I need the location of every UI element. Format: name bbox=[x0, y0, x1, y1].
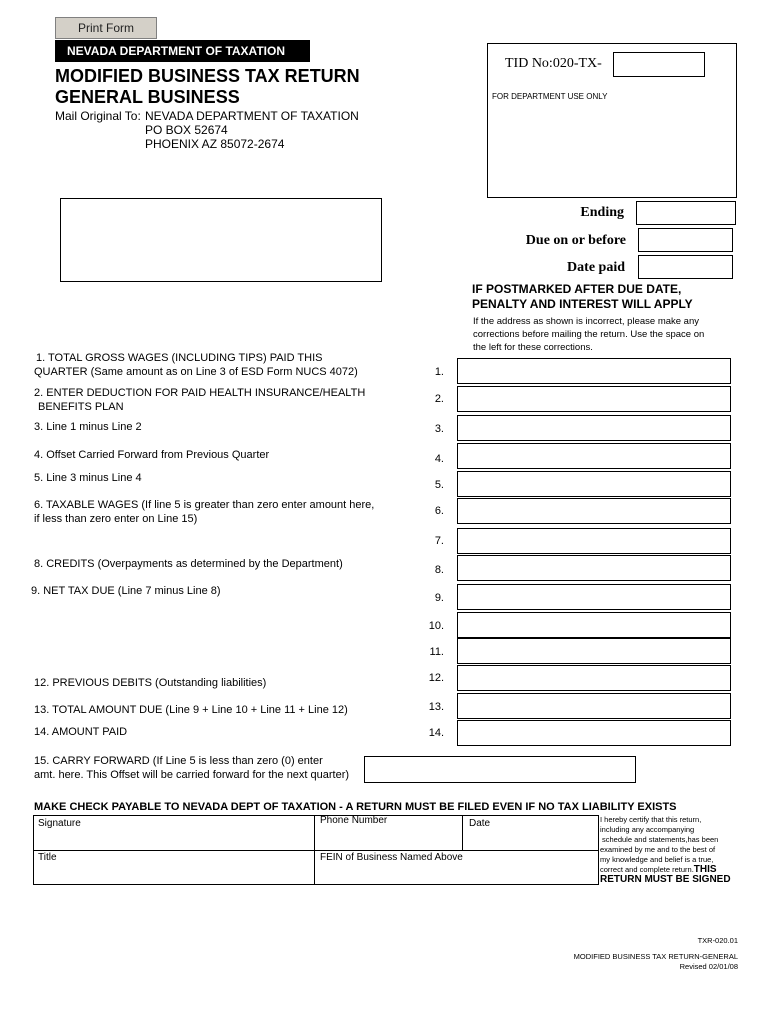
line-10-input[interactable] bbox=[457, 612, 731, 638]
certification-statement bbox=[600, 815, 740, 885]
line-8-text: 8. CREDITS (Overpayments as determined by the Department) bbox=[34, 558, 343, 570]
address-note-line3: the left for these corrections. bbox=[473, 342, 593, 353]
line-13-text: 13. TOTAL AMOUNT DUE (Line 9 + Line 10 + Line 11 + Line 12) bbox=[34, 704, 348, 716]
certify-line3: schedule and statements,has been bbox=[602, 835, 719, 844]
line-4-number: 4. bbox=[434, 453, 444, 465]
certify-bold1: THIS bbox=[693, 864, 717, 875]
due-date-input[interactable] bbox=[638, 228, 733, 252]
line-2-text-b: BENEFITS PLAN bbox=[38, 401, 124, 413]
line-3-number: 3. bbox=[434, 423, 444, 435]
line-6-text-b: if less than zero enter on Line 15) bbox=[34, 513, 198, 525]
line-2-text-a: 2. ENTER DEDUCTION FOR PAID HEALTH INSURANCE/HEALTH bbox=[34, 387, 366, 399]
line-1-text-a: 1. TOTAL GROSS WAGES (INCLUDING TIPS) PAID THIS bbox=[36, 352, 323, 364]
signature-table bbox=[33, 815, 599, 885]
line-10-number: 10. bbox=[428, 620, 444, 632]
certify-line1: I hereby certify that this return, bbox=[600, 815, 702, 824]
certify-line4: examined by me and to the best of bbox=[600, 845, 716, 854]
line-2-text bbox=[34, 386, 414, 414]
signature-col-divider bbox=[314, 816, 315, 884]
line-6-input[interactable] bbox=[457, 498, 731, 524]
fein-field[interactable]: FEIN of Business Named Above bbox=[320, 852, 463, 863]
phone-date-divider bbox=[462, 816, 463, 850]
mail-address-line1: NEVADA DEPARTMENT OF TAXATION bbox=[145, 109, 359, 123]
line-1-text bbox=[34, 351, 414, 379]
certify-line2: including any accompanying bbox=[600, 825, 695, 834]
tid-input[interactable] bbox=[613, 52, 705, 77]
line-9-number: 9. bbox=[434, 592, 444, 604]
line-15-text-a: 15. CARRY FORWARD (If Line 5 is less than zero (0) enter bbox=[34, 755, 323, 767]
date-paid-label: Date paid bbox=[567, 260, 625, 275]
due-date-label: Due on or before bbox=[525, 233, 626, 248]
line-8-input[interactable] bbox=[457, 555, 731, 581]
line-13-input[interactable] bbox=[457, 693, 731, 719]
form-revised: Revised 02/01/08 bbox=[679, 962, 738, 971]
line-9-text: 9. NET TAX DUE (Line 7 minus Line 8) bbox=[31, 585, 221, 597]
line-2-number: 2. bbox=[434, 393, 444, 405]
mail-address-line3: PHOENIX AZ 85072-2674 bbox=[145, 137, 285, 151]
line-11-input[interactable] bbox=[457, 638, 731, 664]
certify-line6: correct and complete return. bbox=[600, 865, 694, 874]
ending-input[interactable] bbox=[636, 201, 736, 225]
line-1-text-b: QUARTER (Same amount as on Line 3 of ESD Form NUCS 4072) bbox=[34, 366, 358, 378]
line-13-number: 13. bbox=[428, 701, 444, 713]
print-form-button[interactable]: Print Form bbox=[55, 17, 157, 39]
line-12-text: 12. PREVIOUS DEBITS (Outstanding liabilities) bbox=[34, 677, 267, 689]
certify-bold2: RETURN MUST BE SIGNED bbox=[600, 874, 731, 885]
line-6-text bbox=[34, 498, 414, 526]
line-2-input[interactable] bbox=[457, 386, 731, 412]
tid-label: TID No:020-TX- bbox=[505, 56, 602, 71]
line-4-input[interactable] bbox=[457, 443, 731, 469]
address-correction-note bbox=[473, 315, 704, 354]
late-penalty-warning bbox=[472, 282, 693, 312]
date-field[interactable]: Date bbox=[469, 818, 491, 829]
line-4-text: 4. Offset Carried Forward from Previous Quarter bbox=[34, 449, 270, 461]
line-6-text-a: 6. TAXABLE WAGES (If line 5 is greater than zero enter amount here, bbox=[34, 499, 375, 511]
address-correction-box[interactable] bbox=[60, 198, 382, 282]
line-11-number: 11. bbox=[429, 646, 444, 658]
line-8-number: 8. bbox=[434, 564, 444, 576]
line-5-number: 5. bbox=[434, 479, 444, 491]
late-warning-line1: IF POSTMARKED AFTER DUE DATE, bbox=[472, 282, 682, 296]
signature-row-divider bbox=[34, 850, 598, 851]
form-title-line2: GENERAL BUSINESS bbox=[55, 87, 240, 107]
line-1-input[interactable] bbox=[457, 358, 731, 384]
line-12-number: 12. bbox=[428, 672, 444, 684]
line-15-text-b: amt. here. This Offset will be carried forward for the next quarter) bbox=[34, 769, 350, 781]
check-payable-note: MAKE CHECK PAYABLE TO NEVADA DEPT OF TAXATION - A RETURN MUST BE FILED EVEN IF NO TAX LIABILITY EXISTS bbox=[34, 801, 677, 813]
address-note-line1: If the address as shown is incorrect, please make any bbox=[473, 316, 700, 327]
date-paid-input[interactable] bbox=[638, 255, 733, 279]
mail-address-line2: PO BOX 52674 bbox=[145, 123, 228, 137]
certify-line5: my knowledge and belief is a true, bbox=[600, 855, 714, 864]
line-7-number: 7. bbox=[434, 535, 444, 547]
line-3-input[interactable] bbox=[457, 415, 731, 441]
department-use-label: FOR DEPARTMENT USE ONLY bbox=[492, 92, 608, 101]
signature-field[interactable]: Signature bbox=[38, 818, 81, 829]
line-5-text: 5. Line 3 minus Line 4 bbox=[34, 472, 142, 484]
department-banner: NEVADA DEPARTMENT OF TAXATION bbox=[55, 40, 310, 62]
line-7-input[interactable] bbox=[457, 528, 731, 554]
carry-forward-input[interactable] bbox=[364, 756, 636, 783]
line-14-text: 14. AMOUNT PAID bbox=[34, 726, 128, 738]
line-14-number: 14. bbox=[428, 727, 444, 739]
line-9-input[interactable] bbox=[457, 584, 731, 610]
form-title bbox=[55, 66, 360, 108]
title-field[interactable]: Title bbox=[38, 852, 57, 863]
line-3-text: 3. Line 1 minus Line 2 bbox=[34, 421, 142, 433]
line-6-number: 6. bbox=[434, 505, 444, 517]
mail-address bbox=[145, 109, 359, 151]
line-14-input[interactable] bbox=[457, 720, 731, 746]
form-name: MODIFIED BUSINESS TAX RETURN-GENERAL bbox=[573, 952, 738, 961]
form-id: TXR-020.01 bbox=[697, 936, 738, 945]
line-15-text bbox=[34, 754, 364, 782]
late-warning-line2: PENALTY AND INTEREST WILL APPLY bbox=[472, 297, 693, 311]
mail-label: Mail Original To: bbox=[55, 109, 141, 123]
form-title-line1: MODIFIED BUSINESS TAX RETURN bbox=[55, 66, 360, 86]
line-1-number: 1. bbox=[434, 366, 444, 378]
ending-label: Ending bbox=[580, 205, 624, 220]
line-5-input[interactable] bbox=[457, 471, 731, 497]
address-note-line2: corrections before mailing the return. Use the space on bbox=[473, 329, 705, 340]
phone-field[interactable]: Phone Number bbox=[320, 815, 388, 826]
line-12-input[interactable] bbox=[457, 665, 731, 691]
